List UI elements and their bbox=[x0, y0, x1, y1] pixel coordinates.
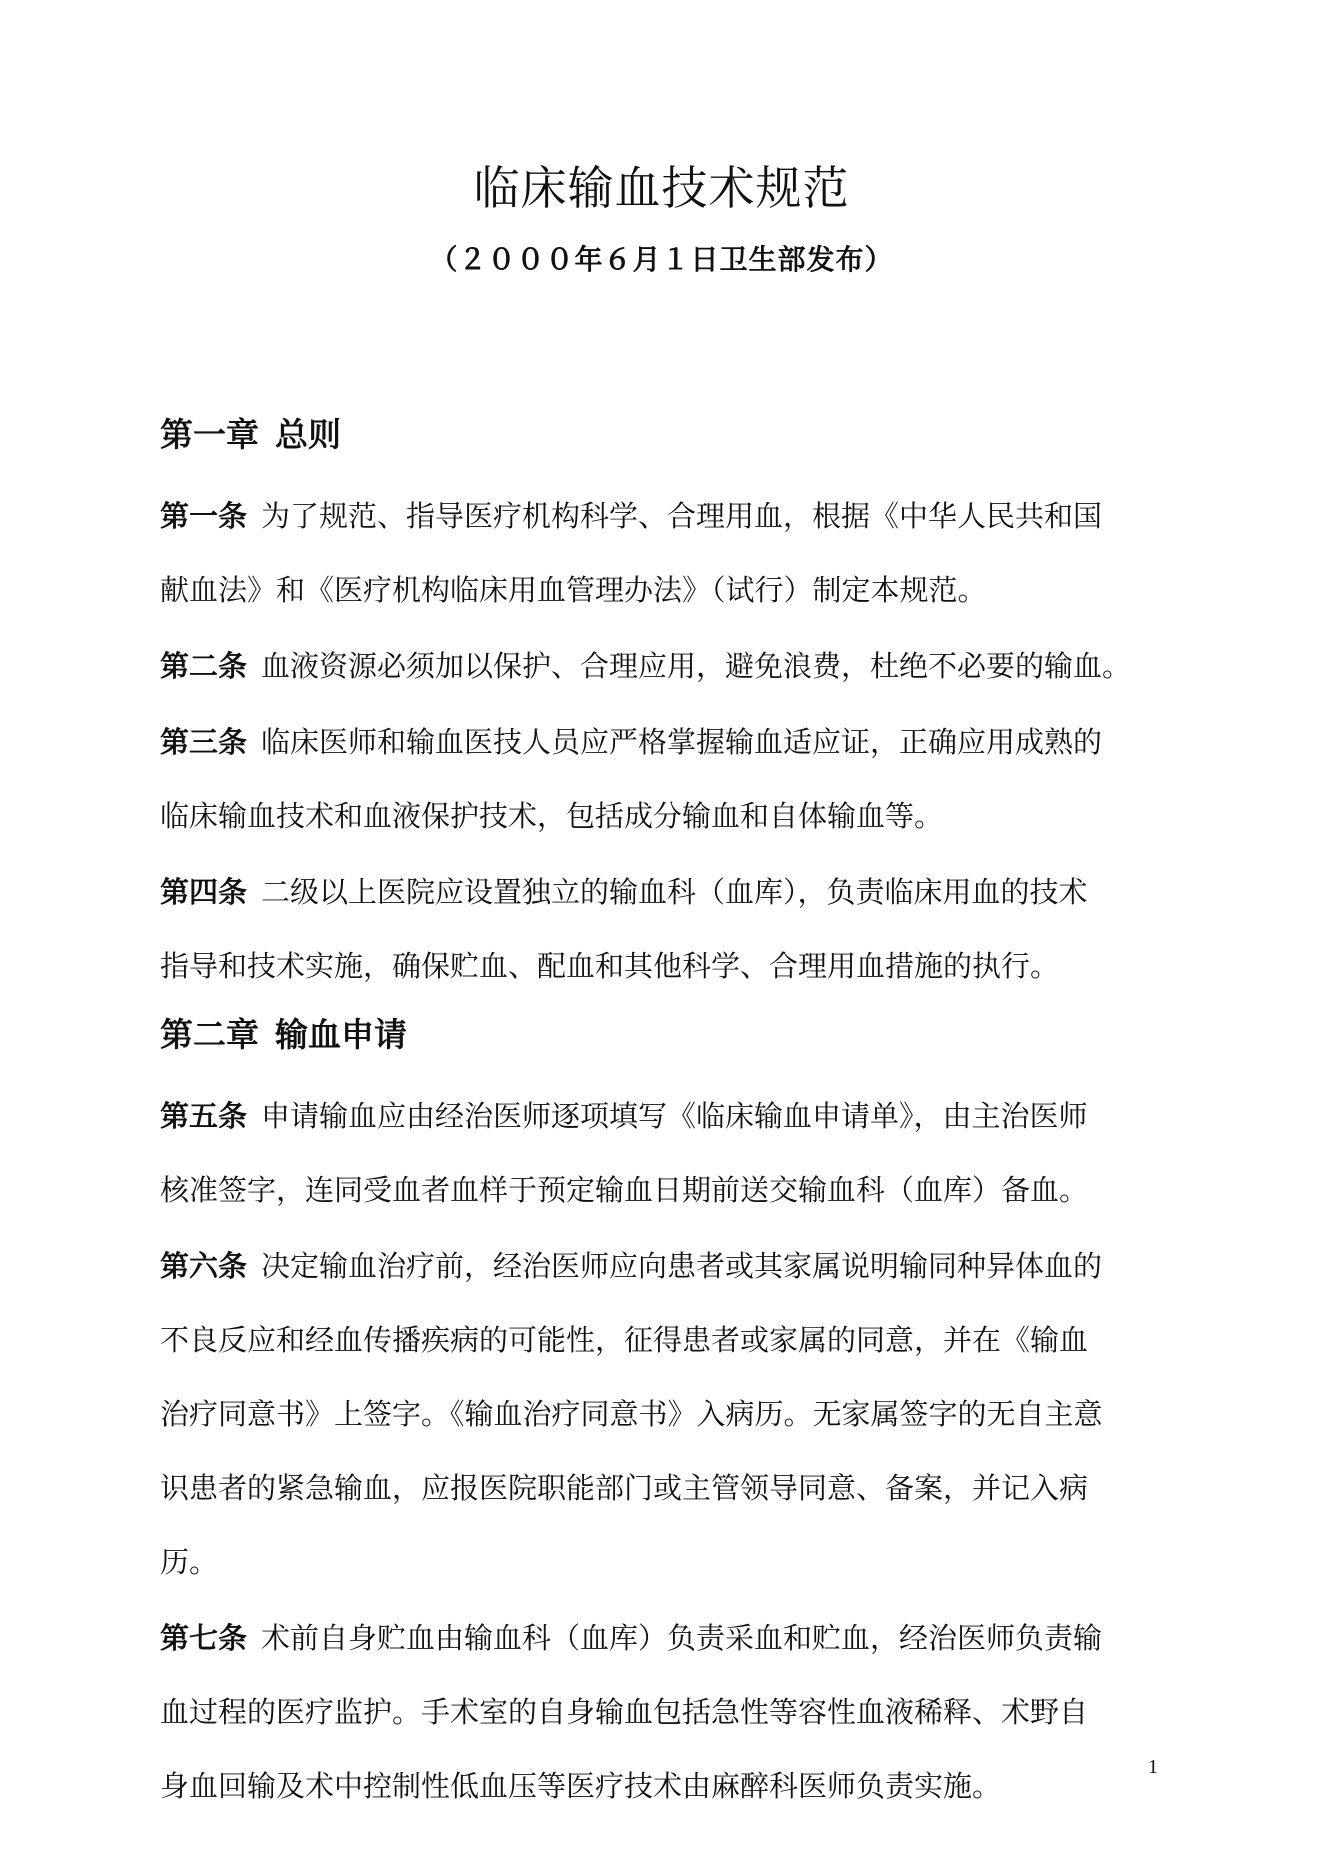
article-line bbox=[160, 553, 1175, 627]
chapter-heading bbox=[160, 405, 1175, 465]
article bbox=[160, 1601, 1175, 1823]
chapter-name: 总则 bbox=[275, 415, 341, 454]
article-line bbox=[160, 705, 1175, 779]
article-text: 申请输血应由经治医师逐项填写《临床输血申请单》，由主治医师 bbox=[261, 1099, 1088, 1133]
article-line bbox=[160, 779, 1175, 853]
article-text: 术前自身贮血由输血科（血库）负责采血和贮血，经治医师负责输 bbox=[261, 1621, 1103, 1655]
chapter-name: 输血申请 bbox=[275, 1015, 407, 1054]
document-body bbox=[160, 405, 1175, 1825]
article-text: 识患者的紧急输血，应报医院职能部门或主管领导同意、备案，并记入病 bbox=[160, 1471, 1089, 1505]
article-line bbox=[160, 929, 1175, 1003]
article-line bbox=[160, 1153, 1175, 1227]
article-line bbox=[160, 479, 1175, 553]
chapter-number: 第二章 bbox=[160, 1015, 259, 1054]
chapter-heading bbox=[160, 1005, 1175, 1065]
article-text: 为了规范、指导医疗机构科学、合理用血，根据《中华人民共和国 bbox=[261, 499, 1103, 533]
article-line bbox=[160, 1749, 1175, 1823]
article-line bbox=[160, 855, 1175, 929]
article-label: 第一条 bbox=[160, 499, 248, 533]
article-line bbox=[160, 1377, 1175, 1451]
article-text: 血过程的医疗监护。手术室的自身输血包括急性等容性血液稀释、术野自 bbox=[160, 1695, 1089, 1729]
article-label: 第二条 bbox=[160, 649, 248, 683]
article-text: 二级以上医院应设置独立的输血科（血库），负责临床用血的技术 bbox=[261, 875, 1088, 909]
chapter-number: 第一章 bbox=[160, 415, 259, 454]
article-line bbox=[160, 629, 1175, 703]
article-label: 第六条 bbox=[160, 1249, 248, 1283]
article-line bbox=[160, 1451, 1175, 1525]
article-line bbox=[160, 1229, 1175, 1303]
article-line bbox=[160, 1601, 1175, 1675]
article-text: 血液资源必须加以保护、合理应用，避免浪费，杜绝不必要的输血。 bbox=[261, 649, 1132, 683]
article bbox=[160, 855, 1175, 1003]
article-line bbox=[160, 1303, 1175, 1377]
article bbox=[160, 479, 1175, 627]
article bbox=[160, 1079, 1175, 1227]
article-label: 第四条 bbox=[160, 875, 248, 909]
article-line bbox=[160, 1079, 1175, 1153]
article-line bbox=[160, 1525, 1175, 1599]
article-text: 不良反应和经血传播疾病的可能性，征得患者或家属的同意，并在《输血 bbox=[160, 1323, 1089, 1357]
article-label: 第五条 bbox=[160, 1099, 248, 1133]
article-text: 临床医师和输血医技人员应严格掌握输血适应证，正确应用成熟的 bbox=[261, 725, 1103, 759]
article-text: 身血回输及术中控制性低血压等医疗技术由麻醉科医师负责实施。 bbox=[160, 1769, 1002, 1803]
article-text: 核准签字，连同受血者血样于预定输血日期前送交输血科（血库）备血。 bbox=[160, 1173, 1089, 1207]
article-text: 历。 bbox=[160, 1545, 219, 1579]
document-subtitle: （２０００年６月１日卫生部发布） bbox=[429, 243, 894, 276]
article-text: 临床输血技术和血液保护技术，包括成分输血和自体输血等。 bbox=[160, 799, 944, 833]
article-text: 决定输血治疗前，经治医师应向患者或其家属说明输同种异体血的 bbox=[261, 1249, 1103, 1283]
article-text: 指导和技术实施，确保贮血、配血和其他科学、合理用血措施的执行。 bbox=[160, 949, 1060, 983]
article bbox=[160, 629, 1175, 703]
article-text: 治疗同意书》上签字。《输血治疗同意书》入病历。无家属签字的无自主意 bbox=[160, 1397, 1103, 1431]
article-label: 第三条 bbox=[160, 725, 248, 759]
page-number: 1 bbox=[1148, 1756, 1158, 1778]
article-label: 第七条 bbox=[160, 1621, 248, 1655]
article-line bbox=[160, 1675, 1175, 1749]
article bbox=[160, 705, 1175, 853]
article-text: 献血法》和《医疗机构临床用血管理办法》（试行）制定本规范。 bbox=[160, 573, 987, 607]
document-title: 临床输血技术规范 bbox=[473, 161, 850, 215]
article bbox=[160, 1229, 1175, 1599]
